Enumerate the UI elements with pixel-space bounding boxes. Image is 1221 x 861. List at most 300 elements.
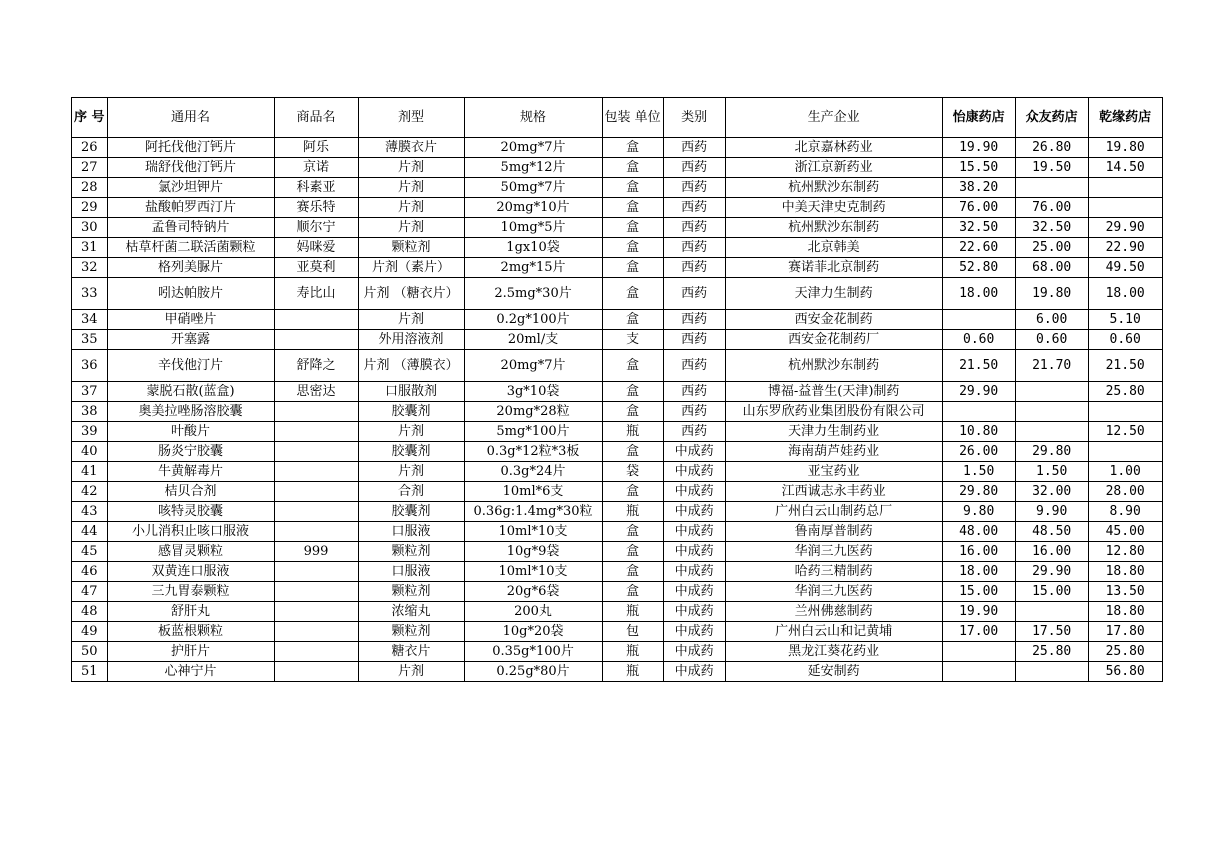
cell-price-qianyuan: 13.50 — [1088, 582, 1162, 602]
cell-generic-name: 三九胃泰颗粒 — [107, 582, 274, 602]
cell-category: 中成药 — [663, 442, 725, 462]
cell-spec: 10ml*10支 — [464, 562, 602, 582]
cell-dosage-form: 片剂 — [358, 422, 464, 442]
cell-brand-name — [274, 522, 358, 542]
cell-manufacturer: 华润三九医药 — [725, 542, 942, 562]
cell-price-yikang: 10.80 — [942, 422, 1015, 442]
cell-category: 西药 — [663, 178, 725, 198]
cell-dosage-form: 合剂 — [358, 482, 464, 502]
cell-manufacturer: 中美天津史克制药 — [725, 198, 942, 218]
header-generic-name: 通用名 — [107, 98, 274, 138]
cell-manufacturer: 北京韩美 — [725, 238, 942, 258]
cell-package-unit: 盒 — [602, 582, 663, 602]
cell-brand-name — [274, 562, 358, 582]
cell-seq: 41 — [72, 462, 108, 482]
cell-spec: 0.36g:1.4mg*30粒 — [464, 502, 602, 522]
cell-price-qianyuan: 0.60 — [1088, 330, 1162, 350]
cell-dosage-form: 胶囊剂 — [358, 442, 464, 462]
cell-spec: 5mg*12片 — [464, 158, 602, 178]
cell-spec: 10ml*10支 — [464, 522, 602, 542]
cell-spec: 50mg*7片 — [464, 178, 602, 198]
cell-brand-name: 阿乐 — [274, 138, 358, 158]
cell-dosage-form: 片剂 — [358, 178, 464, 198]
table-row — [72, 482, 1163, 502]
table-row — [72, 350, 1163, 382]
table-row — [72, 382, 1163, 402]
cell-seq: 34 — [72, 310, 108, 330]
cell-category: 中成药 — [663, 642, 725, 662]
cell-price-qianyuan: 45.00 — [1088, 522, 1162, 542]
cell-spec: 2.5mg*30片 — [464, 278, 602, 310]
cell-dosage-form: 浓缩丸 — [358, 602, 464, 622]
cell-brand-name — [274, 642, 358, 662]
cell-brand-name: 亚莫利 — [274, 258, 358, 278]
cell-price-qianyuan: 18.00 — [1088, 278, 1162, 310]
cell-price-qianyuan: 14.50 — [1088, 158, 1162, 178]
table-row — [72, 642, 1163, 662]
table-row — [72, 402, 1163, 422]
cell-brand-name — [274, 482, 358, 502]
cell-spec: 20mg*7片 — [464, 350, 602, 382]
cell-package-unit: 盒 — [602, 238, 663, 258]
cell-category: 西药 — [663, 198, 725, 218]
cell-brand-name: 顺尔宁 — [274, 218, 358, 238]
cell-price-yikang: 19.90 — [942, 138, 1015, 158]
table-row — [72, 258, 1163, 278]
cell-seq: 26 — [72, 138, 108, 158]
cell-spec: 200丸 — [464, 602, 602, 622]
table-row — [72, 310, 1163, 330]
cell-price-zhongyou: 9.90 — [1015, 502, 1088, 522]
cell-spec: 3g*10袋 — [464, 382, 602, 402]
cell-package-unit: 盒 — [602, 382, 663, 402]
cell-generic-name: 咳特灵胶囊 — [107, 502, 274, 522]
cell-manufacturer: 博福-益普生(天津)制药 — [725, 382, 942, 402]
cell-manufacturer: 山东罗欣药业集团股份有限公司 — [725, 402, 942, 422]
cell-category: 中成药 — [663, 502, 725, 522]
cell-seq: 40 — [72, 442, 108, 462]
cell-package-unit: 瓶 — [602, 502, 663, 522]
cell-price-zhongyou: 25.00 — [1015, 238, 1088, 258]
cell-price-qianyuan — [1088, 402, 1162, 422]
cell-brand-name: 999 — [274, 542, 358, 562]
cell-category: 西药 — [663, 258, 725, 278]
cell-category: 中成药 — [663, 662, 725, 682]
cell-spec: 0.2g*100片 — [464, 310, 602, 330]
cell-manufacturer: 天津力生制药 — [725, 278, 942, 310]
cell-brand-name: 科素亚 — [274, 178, 358, 198]
cell-price-zhongyou: 26.80 — [1015, 138, 1088, 158]
cell-category: 西药 — [663, 350, 725, 382]
cell-generic-name: 开塞露 — [107, 330, 274, 350]
cell-price-qianyuan: 17.80 — [1088, 622, 1162, 642]
table-row — [72, 238, 1163, 258]
table-body — [72, 138, 1163, 682]
table-row — [72, 622, 1163, 642]
cell-price-yikang — [942, 402, 1015, 422]
cell-manufacturer: 杭州默沙东制药 — [725, 218, 942, 238]
cell-package-unit: 盒 — [602, 522, 663, 542]
header-category: 类别 — [663, 98, 725, 138]
cell-dosage-form: 颗粒剂 — [358, 238, 464, 258]
cell-package-unit: 袋 — [602, 462, 663, 482]
drug-price-table — [71, 97, 1163, 682]
cell-brand-name — [274, 662, 358, 682]
cell-price-yikang: 26.00 — [942, 442, 1015, 462]
cell-manufacturer: 广州白云山制药总厂 — [725, 502, 942, 522]
cell-brand-name: 思密达 — [274, 382, 358, 402]
cell-category: 西药 — [663, 402, 725, 422]
cell-package-unit: 盒 — [602, 158, 663, 178]
cell-price-qianyuan: 28.00 — [1088, 482, 1162, 502]
cell-dosage-form: 外用溶液剂 — [358, 330, 464, 350]
cell-dosage-form: 口服液 — [358, 562, 464, 582]
cell-package-unit: 盒 — [602, 178, 663, 198]
table-row — [72, 158, 1163, 178]
cell-dosage-form: 颗粒剂 — [358, 582, 464, 602]
table-row — [72, 522, 1163, 542]
cell-manufacturer: 赛诺菲北京制药 — [725, 258, 942, 278]
cell-price-qianyuan: 18.80 — [1088, 602, 1162, 622]
cell-manufacturer: 黑龙江葵花药业 — [725, 642, 942, 662]
cell-generic-name: 格列美脲片 — [107, 258, 274, 278]
cell-dosage-form: 糖衣片 — [358, 642, 464, 662]
cell-manufacturer: 延安制药 — [725, 662, 942, 682]
cell-generic-name: 护肝片 — [107, 642, 274, 662]
cell-category: 西药 — [663, 310, 725, 330]
cell-price-qianyuan: 1.00 — [1088, 462, 1162, 482]
cell-brand-name — [274, 310, 358, 330]
cell-price-yikang: 0.60 — [942, 330, 1015, 350]
table-row — [72, 602, 1163, 622]
cell-dosage-form: 片剂 — [358, 310, 464, 330]
cell-package-unit: 盒 — [602, 542, 663, 562]
table-row — [72, 138, 1163, 158]
cell-category: 西药 — [663, 422, 725, 442]
cell-brand-name — [274, 622, 358, 642]
cell-price-zhongyou — [1015, 422, 1088, 442]
cell-price-zhongyou — [1015, 178, 1088, 198]
cell-generic-name: 板蓝根颗粒 — [107, 622, 274, 642]
cell-seq: 35 — [72, 330, 108, 350]
cell-spec: 20mg*7片 — [464, 138, 602, 158]
cell-price-qianyuan: 18.80 — [1088, 562, 1162, 582]
cell-seq: 45 — [72, 542, 108, 562]
drug-price-sheet — [71, 97, 1163, 682]
cell-dosage-form: 薄膜衣片 — [358, 138, 464, 158]
cell-category: 西药 — [663, 382, 725, 402]
cell-price-qianyuan: 29.90 — [1088, 218, 1162, 238]
cell-generic-name: 心神宁片 — [107, 662, 274, 682]
cell-price-zhongyou: 32.00 — [1015, 482, 1088, 502]
cell-dosage-form: 片剂（素片） — [358, 258, 464, 278]
header-spec: 规格 — [464, 98, 602, 138]
cell-generic-name: 枯草杆菌二联活菌颗粒 — [107, 238, 274, 258]
cell-dosage-form: 胶囊剂 — [358, 502, 464, 522]
header-row — [72, 98, 1163, 138]
cell-brand-name — [274, 442, 358, 462]
cell-generic-name: 氯沙坦钾片 — [107, 178, 274, 198]
header-dosage-form: 剂型 — [358, 98, 464, 138]
cell-package-unit: 盒 — [602, 198, 663, 218]
cell-seq: 37 — [72, 382, 108, 402]
cell-package-unit: 瓶 — [602, 642, 663, 662]
cell-seq: 47 — [72, 582, 108, 602]
cell-generic-name: 双黄连口服液 — [107, 562, 274, 582]
cell-price-yikang — [942, 662, 1015, 682]
cell-price-qianyuan: 21.50 — [1088, 350, 1162, 382]
cell-seq: 29 — [72, 198, 108, 218]
cell-seq: 30 — [72, 218, 108, 238]
cell-price-zhongyou: 19.80 — [1015, 278, 1088, 310]
cell-seq: 36 — [72, 350, 108, 382]
cell-manufacturer: 西安金花制药 — [725, 310, 942, 330]
cell-brand-name — [274, 602, 358, 622]
cell-category: 中成药 — [663, 562, 725, 582]
cell-seq: 33 — [72, 278, 108, 310]
cell-spec: 2mg*15片 — [464, 258, 602, 278]
cell-price-zhongyou: 68.00 — [1015, 258, 1088, 278]
cell-brand-name: 京诺 — [274, 158, 358, 178]
table-row — [72, 330, 1163, 350]
cell-manufacturer: 兰州佛慈制药 — [725, 602, 942, 622]
cell-generic-name: 阿托伐他汀钙片 — [107, 138, 274, 158]
cell-manufacturer: 北京嘉林药业 — [725, 138, 942, 158]
cell-seq: 44 — [72, 522, 108, 542]
cell-package-unit: 盒 — [602, 562, 663, 582]
cell-price-qianyuan — [1088, 198, 1162, 218]
cell-price-yikang: 15.50 — [942, 158, 1015, 178]
cell-seq: 38 — [72, 402, 108, 422]
cell-spec: 20mg*28粒 — [464, 402, 602, 422]
cell-price-qianyuan: 8.90 — [1088, 502, 1162, 522]
cell-manufacturer: 海南葫芦娃药业 — [725, 442, 942, 462]
cell-manufacturer: 华润三九医药 — [725, 582, 942, 602]
table-row — [72, 502, 1163, 522]
table-row — [72, 462, 1163, 482]
cell-category: 西药 — [663, 138, 725, 158]
cell-generic-name: 盐酸帕罗西汀片 — [107, 198, 274, 218]
table-row — [72, 218, 1163, 238]
cell-price-zhongyou: 76.00 — [1015, 198, 1088, 218]
cell-category: 中成药 — [663, 522, 725, 542]
header-manufacturer: 生产企业 — [725, 98, 942, 138]
cell-price-zhongyou: 19.50 — [1015, 158, 1088, 178]
cell-dosage-form: 片剂 — [358, 462, 464, 482]
table-row — [72, 422, 1163, 442]
cell-seq: 46 — [72, 562, 108, 582]
cell-spec: 20mg*10片 — [464, 198, 602, 218]
cell-price-qianyuan: 12.50 — [1088, 422, 1162, 442]
cell-category: 中成药 — [663, 622, 725, 642]
cell-price-zhongyou — [1015, 402, 1088, 422]
cell-price-qianyuan: 5.10 — [1088, 310, 1162, 330]
cell-seq: 27 — [72, 158, 108, 178]
cell-dosage-form: 片剂 — [358, 662, 464, 682]
cell-price-yikang: 17.00 — [942, 622, 1015, 642]
cell-category: 中成药 — [663, 462, 725, 482]
cell-generic-name: 舒肝丸 — [107, 602, 274, 622]
cell-manufacturer: 天津力生制药业 — [725, 422, 942, 442]
cell-price-zhongyou — [1015, 382, 1088, 402]
cell-generic-name: 叶酸片 — [107, 422, 274, 442]
cell-spec: 5mg*100片 — [464, 422, 602, 442]
cell-price-zhongyou: 1.50 — [1015, 462, 1088, 482]
cell-manufacturer: 哈药三精制药 — [725, 562, 942, 582]
cell-manufacturer: 鲁南厚普制药 — [725, 522, 942, 542]
cell-package-unit: 盒 — [602, 138, 663, 158]
cell-spec: 20g*6袋 — [464, 582, 602, 602]
cell-price-zhongyou: 15.00 — [1015, 582, 1088, 602]
cell-seq: 31 — [72, 238, 108, 258]
cell-category: 西药 — [663, 158, 725, 178]
header-brand-name: 商品名 — [274, 98, 358, 138]
cell-seq: 39 — [72, 422, 108, 442]
cell-price-qianyuan: 19.80 — [1088, 138, 1162, 158]
cell-generic-name: 吲达帕胺片 — [107, 278, 274, 310]
cell-spec: 0.3g*12粒*3板 — [464, 442, 602, 462]
cell-price-qianyuan: 49.50 — [1088, 258, 1162, 278]
cell-seq: 32 — [72, 258, 108, 278]
cell-spec: 10g*20袋 — [464, 622, 602, 642]
cell-generic-name: 牛黄解毒片 — [107, 462, 274, 482]
cell-generic-name: 瑞舒伐他汀钙片 — [107, 158, 274, 178]
cell-generic-name: 孟鲁司特钠片 — [107, 218, 274, 238]
cell-price-yikang: 32.50 — [942, 218, 1015, 238]
cell-price-yikang: 18.00 — [942, 278, 1015, 310]
cell-spec: 0.3g*24片 — [464, 462, 602, 482]
cell-manufacturer: 浙江京新药业 — [725, 158, 942, 178]
cell-generic-name: 蒙脱石散(蓝盒) — [107, 382, 274, 402]
cell-dosage-form: 片剂 （薄膜衣） — [358, 350, 464, 382]
cell-price-yikang: 19.90 — [942, 602, 1015, 622]
cell-package-unit: 盒 — [602, 258, 663, 278]
cell-dosage-form: 片剂 — [358, 218, 464, 238]
cell-package-unit: 支 — [602, 330, 663, 350]
table-row — [72, 178, 1163, 198]
cell-price-zhongyou: 29.90 — [1015, 562, 1088, 582]
header-store-yikang: 怡康药店 — [942, 98, 1015, 138]
cell-seq: 49 — [72, 622, 108, 642]
cell-manufacturer: 亚宝药业 — [725, 462, 942, 482]
cell-package-unit: 盒 — [602, 218, 663, 238]
cell-price-yikang: 22.60 — [942, 238, 1015, 258]
cell-price-qianyuan: 22.90 — [1088, 238, 1162, 258]
cell-spec: 10mg*5片 — [464, 218, 602, 238]
cell-brand-name — [274, 422, 358, 442]
cell-manufacturer: 杭州默沙东制药 — [725, 350, 942, 382]
cell-price-zhongyou: 16.00 — [1015, 542, 1088, 562]
cell-dosage-form: 片剂 （糖衣片） — [358, 278, 464, 310]
cell-seq: 50 — [72, 642, 108, 662]
cell-dosage-form: 口服散剂 — [358, 382, 464, 402]
cell-generic-name: 甲硝唑片 — [107, 310, 274, 330]
cell-category: 中成药 — [663, 582, 725, 602]
cell-brand-name: 赛乐特 — [274, 198, 358, 218]
cell-seq: 43 — [72, 502, 108, 522]
header-store-zhongyou: 众友药店 — [1015, 98, 1088, 138]
cell-spec: 0.35g*100片 — [464, 642, 602, 662]
header-package-unit: 包装 单位 — [602, 98, 663, 138]
cell-category: 西药 — [663, 218, 725, 238]
cell-spec: 20ml/支 — [464, 330, 602, 350]
cell-brand-name: 寿比山 — [274, 278, 358, 310]
cell-price-yikang: 29.80 — [942, 482, 1015, 502]
header-store-qianyuan: 乾缘药店 — [1088, 98, 1162, 138]
cell-price-zhongyou: 32.50 — [1015, 218, 1088, 238]
cell-price-yikang: 16.00 — [942, 542, 1015, 562]
cell-manufacturer: 广州白云山和记黄埔 — [725, 622, 942, 642]
cell-seq: 42 — [72, 482, 108, 502]
cell-generic-name: 小儿消积止咳口服液 — [107, 522, 274, 542]
cell-category: 西药 — [663, 278, 725, 310]
cell-dosage-form: 颗粒剂 — [358, 542, 464, 562]
cell-price-zhongyou: 29.80 — [1015, 442, 1088, 462]
cell-package-unit: 盒 — [602, 350, 663, 382]
cell-generic-name: 辛伐他汀片 — [107, 350, 274, 382]
cell-price-qianyuan — [1088, 178, 1162, 198]
cell-price-yikang: 38.20 — [942, 178, 1015, 198]
cell-seq: 51 — [72, 662, 108, 682]
cell-spec: 1gx10袋 — [464, 238, 602, 258]
cell-generic-name: 感冒灵颗粒 — [107, 542, 274, 562]
cell-price-qianyuan: 25.80 — [1088, 382, 1162, 402]
cell-price-zhongyou: 17.50 — [1015, 622, 1088, 642]
cell-package-unit: 瓶 — [602, 422, 663, 442]
cell-price-qianyuan — [1088, 442, 1162, 462]
cell-price-zhongyou: 6.00 — [1015, 310, 1088, 330]
cell-price-yikang: 52.80 — [942, 258, 1015, 278]
cell-package-unit: 盒 — [602, 402, 663, 422]
table-row — [72, 442, 1163, 462]
cell-manufacturer: 江西诚志永丰药业 — [725, 482, 942, 502]
cell-price-yikang — [942, 310, 1015, 330]
cell-package-unit: 盒 — [602, 310, 663, 330]
cell-generic-name: 桔贝合剂 — [107, 482, 274, 502]
table-row — [72, 278, 1163, 310]
cell-price-yikang: 76.00 — [942, 198, 1015, 218]
cell-manufacturer: 杭州默沙东制药 — [725, 178, 942, 198]
cell-brand-name — [274, 582, 358, 602]
cell-dosage-form: 口服液 — [358, 522, 464, 542]
cell-dosage-form: 片剂 — [358, 198, 464, 218]
cell-manufacturer: 西安金花制药厂 — [725, 330, 942, 350]
cell-spec: 10ml*6支 — [464, 482, 602, 502]
cell-brand-name — [274, 502, 358, 522]
cell-category: 西药 — [663, 330, 725, 350]
cell-seq: 28 — [72, 178, 108, 198]
cell-price-qianyuan: 12.80 — [1088, 542, 1162, 562]
table-row — [72, 562, 1163, 582]
cell-brand-name — [274, 402, 358, 422]
cell-package-unit: 盒 — [602, 442, 663, 462]
cell-category: 中成药 — [663, 482, 725, 502]
cell-price-yikang — [942, 642, 1015, 662]
cell-category: 中成药 — [663, 542, 725, 562]
cell-price-yikang: 9.80 — [942, 502, 1015, 522]
cell-price-yikang: 29.90 — [942, 382, 1015, 402]
cell-dosage-form: 胶囊剂 — [358, 402, 464, 422]
cell-package-unit: 盒 — [602, 278, 663, 310]
cell-generic-name: 奥美拉唑肠溶胶囊 — [107, 402, 274, 422]
cell-brand-name: 妈咪爱 — [274, 238, 358, 258]
cell-price-yikang: 21.50 — [942, 350, 1015, 382]
table-row — [72, 198, 1163, 218]
cell-price-yikang: 1.50 — [942, 462, 1015, 482]
cell-price-yikang: 18.00 — [942, 562, 1015, 582]
cell-price-qianyuan: 56.80 — [1088, 662, 1162, 682]
cell-price-zhongyou: 25.80 — [1015, 642, 1088, 662]
